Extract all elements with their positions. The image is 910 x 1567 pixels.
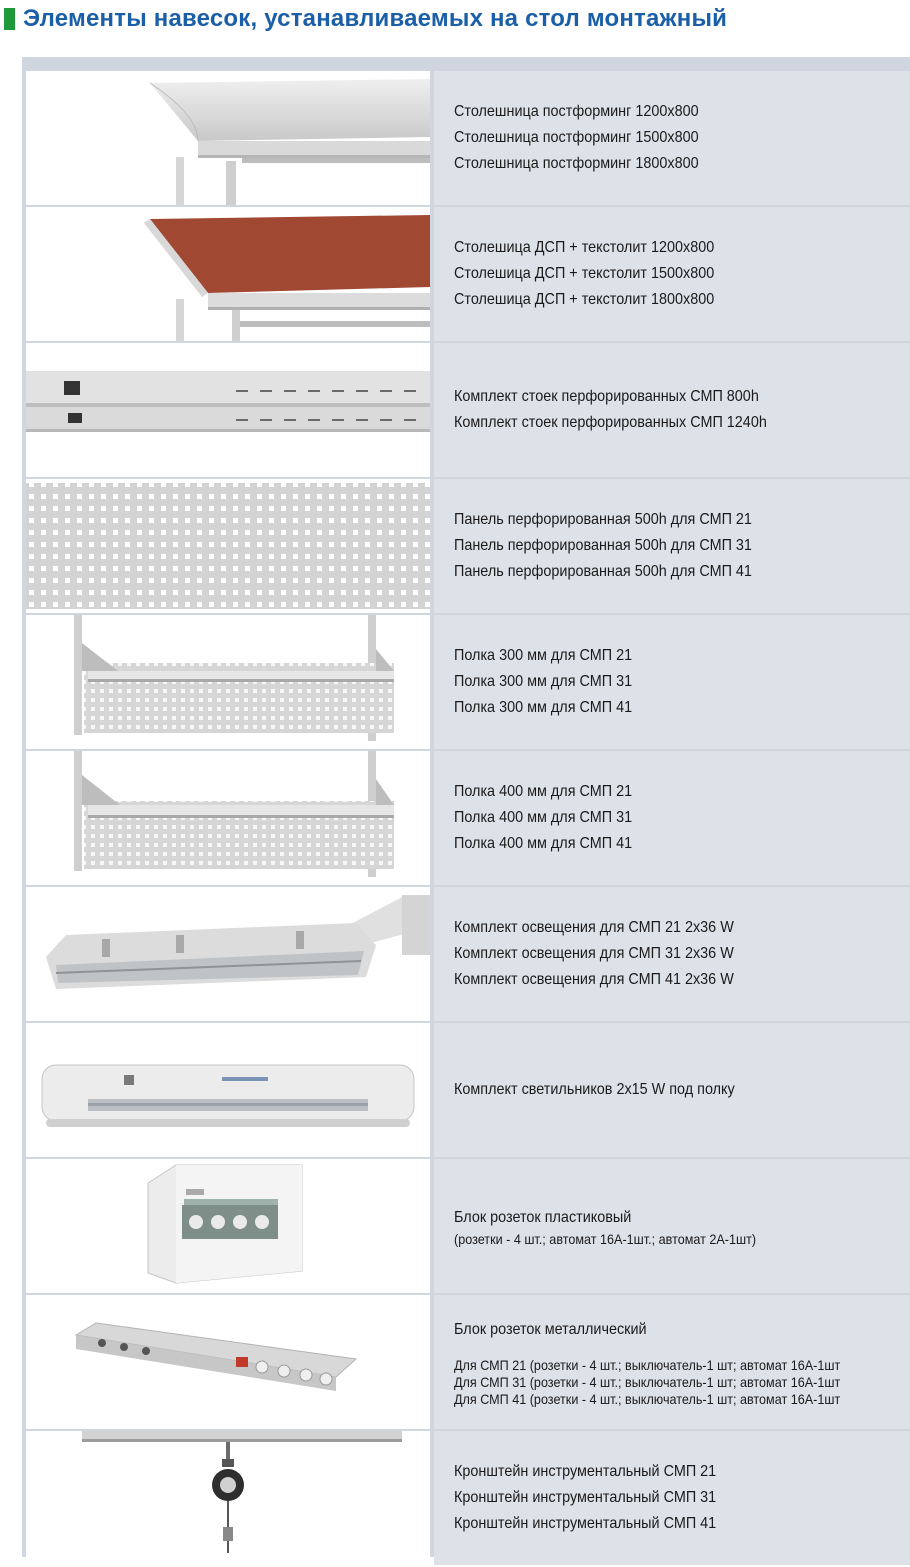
item-line: Столешница постформинг 1800х800 [454, 155, 699, 172]
item-description [434, 71, 910, 205]
lighting-kit-image [26, 887, 430, 1021]
item-description [434, 1023, 910, 1157]
title-marker [4, 8, 15, 30]
lamp-set-image [26, 1023, 430, 1157]
item-line: Полка 400 мм для СМП 21 [454, 783, 633, 800]
item-note: Для СМП 31 (розетки - 4 шт.; выключатель-1 шт; автомат 16А-1шт [454, 1373, 841, 1390]
item-note: (розетки - 4 шт.; автомат 16А-1шт.; автомат 2А-1шт) [454, 1230, 757, 1247]
item-line: Блок розеток пластиковый [454, 1208, 632, 1226]
item-line: Столешица ДСП + текстолит 1200х800 [454, 239, 715, 256]
item-line: Полка 300 мм для СМП 31 [454, 673, 633, 690]
plastic-socket-block-image [26, 1159, 430, 1293]
item-note: Для СМП 21 (розетки - 4 шт.; выключатель-1 шт; автомат 16А-1шт [454, 1356, 841, 1373]
item-line: Кронштейн инструментальный СМП 31 [454, 1489, 717, 1506]
metal-socket-block-image [26, 1295, 430, 1429]
table-row [22, 1295, 910, 1431]
item-description [434, 479, 910, 613]
table-row [22, 479, 910, 615]
item-description [434, 1431, 910, 1565]
item-description [434, 207, 910, 341]
item-line: Полка 400 мм для СМП 41 [454, 835, 633, 852]
table-header-strip [22, 57, 910, 71]
item-line: Столешица ДСП + текстолит 1500х800 [454, 265, 715, 282]
item-description [434, 751, 910, 885]
table-row [22, 71, 910, 207]
item-line: Панель перфорированная 500h для СМП 21 [454, 511, 752, 528]
item-description [434, 615, 910, 749]
shelf-300-image [26, 615, 430, 749]
postforming-tabletop-image [26, 71, 430, 205]
tool-bracket-image [26, 1431, 430, 1565]
item-line: Комплект освещения для СМП 31 2х36 W [454, 945, 734, 962]
page-title: Элементы навесок, устанавливаемых на стол монтажный [23, 5, 728, 32]
perforated-posts-image [26, 343, 430, 477]
item-line: Комплект стоек перфорированных СМП 800h [454, 388, 759, 405]
chipboard-textolite-tabletop-image [26, 207, 430, 341]
table-row [22, 1023, 910, 1159]
table-row [22, 615, 910, 751]
table-row [22, 1159, 910, 1295]
item-line: Столешица ДСП + текстолит 1800х800 [454, 291, 715, 308]
item-line: Столешница постформинг 1200х800 [454, 103, 699, 120]
table-row [22, 343, 910, 479]
shelf-400-image [26, 751, 430, 885]
item-line: Полка 300 мм для СМП 41 [454, 699, 633, 716]
item-line: Полка 300 мм для СМП 21 [454, 647, 633, 664]
item-description [434, 1159, 910, 1293]
item-description [434, 887, 910, 1021]
item-line: Столешница постформинг 1500х800 [454, 129, 699, 146]
item-line: Панель перфорированная 500h для СМП 41 [454, 563, 752, 580]
table-row [22, 887, 910, 1023]
item-line: Блок розеток металлический [454, 1320, 647, 1338]
item-line: Кронштейн инструментальный СМП 21 [454, 1463, 717, 1480]
item-line: Комплект освещения для СМП 21 2х36 W [454, 919, 734, 936]
item-line: Комплект освещения для СМП 41 2х36 W [454, 971, 734, 988]
item-line: Комплект стоек перфорированных СМП 1240h [454, 414, 767, 431]
item-note: Для СМП 41 (розетки - 4 шт.; выключатель-1 шт; автомат 16А-1шт [454, 1390, 841, 1407]
item-line: Панель перфорированная 500h для СМП 31 [454, 537, 752, 554]
item-description [434, 343, 910, 477]
table-row [22, 1431, 910, 1567]
table-row [22, 207, 910, 343]
item-line: Кронштейн инструментальный СМП 41 [454, 1515, 717, 1532]
table-row [22, 751, 910, 887]
item-line: Комплект светильников 2х15 W под полку [454, 1081, 735, 1098]
item-description [434, 1295, 910, 1429]
perforated-panel-image [26, 479, 430, 613]
page-header [0, 2, 910, 36]
items-table [22, 57, 910, 1557]
item-line: Полка 400 мм для СМП 31 [454, 809, 633, 826]
